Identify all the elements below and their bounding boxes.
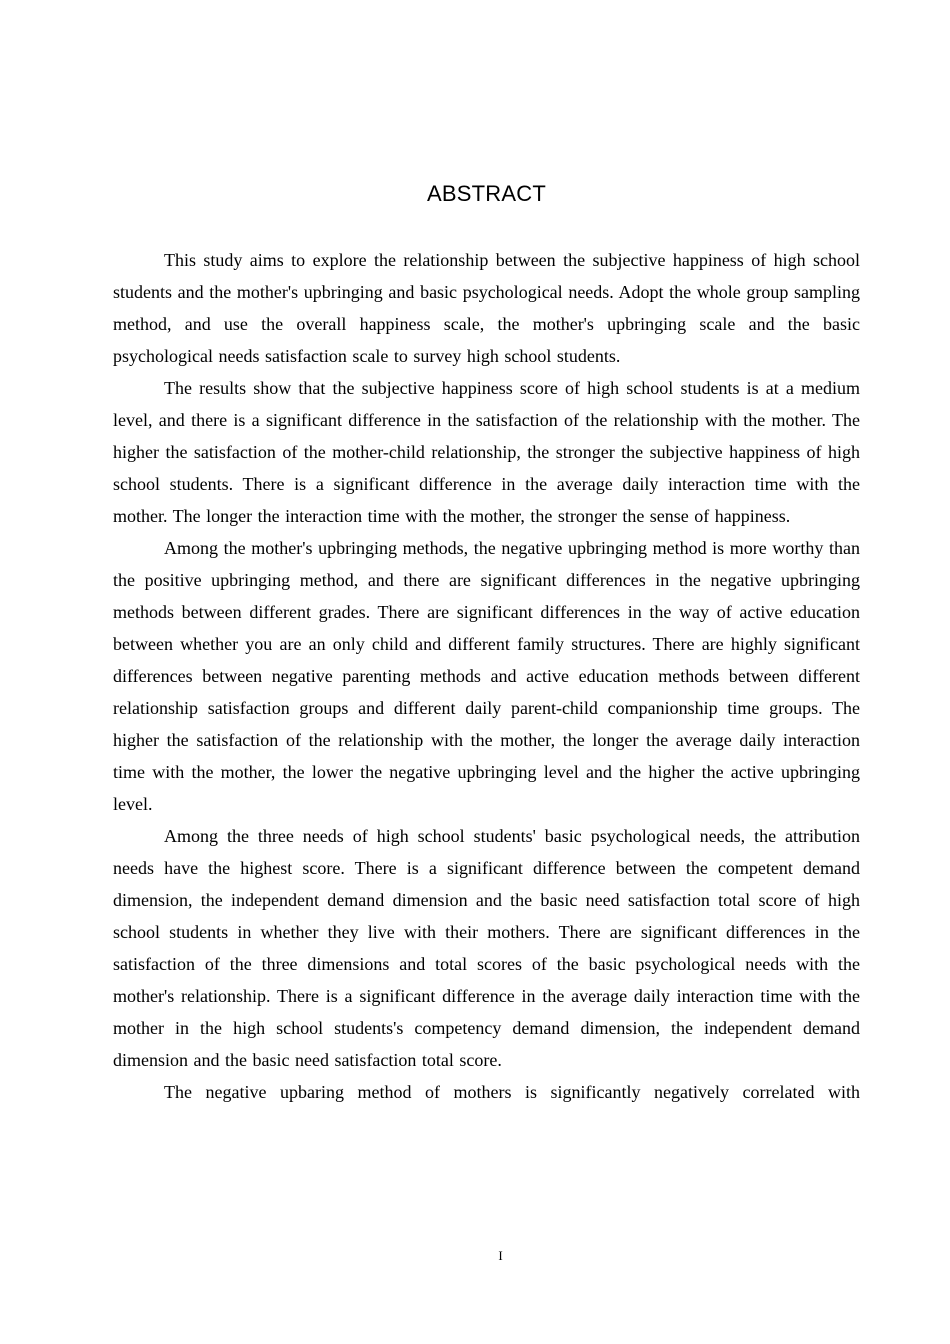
abstract-title: ABSTRACT	[427, 181, 546, 206]
abstract-paragraph-1: This study aims to explore the relationship between the subjective happiness of high school students and the mother's upbringing and basic psychological needs. Adopt the whole group sampling method, and use the overall happiness scale, the mother's upbringing scale and the basic psychological needs satisfaction scale to survey high school students.	[113, 250, 860, 366]
abstract-paragraph-4: Among the three needs of high school students' basic psychological needs, the attribution needs have the highest score. There is a significant difference between the competent demand dimension, the independent demand dimension and the basic need satisfaction total score of high school students in whether they live with their mothers. There are significant differences in the satisfaction of the three dimensions and total scores of the basic psychological needs with the mother's relationship. There is a significant difference in the average daily interaction time with the mother in the high school students's competency demand dimension, the independent demand dimension and the basic need satisfaction total score.	[113, 826, 860, 1070]
abstract-paragraph-5: The negative upbaring method of mothers is significantly negatively correlated with	[164, 1082, 860, 1102]
abstract-paragraph-2: The results show that the subjective happiness score of high school students is at a medium level, and there is a significant difference in the satisfaction of the relationship with the mother. The higher the satisfaction of the mother-child relationship, the stronger the subjective happiness of high school students. There is a significant difference in the average daily interaction time with the mother. The longer the interaction time with the mother, the stronger the sense of happiness.	[113, 378, 860, 526]
page-number: I	[498, 1248, 503, 1263]
abstract-paragraph-3: Among the mother's upbringing methods, the negative upbringing method is more worthy than the positive upbringing method, and there are significant differences in the negative upbringing methods between different grades. There are significant differences in the way of active education between whether you are an only child and different family structures. There are highly significant differences between negative parenting methods and active education methods between different relationship satisfaction groups and different daily parent-child companionship time groups. The higher the satisfaction of the relationship with the mother, the longer the average daily interaction time with the mother, the lower the negative upbringing level and the higher the active upbringing level.	[113, 538, 860, 814]
abstract-body	[113, 244, 860, 1108]
